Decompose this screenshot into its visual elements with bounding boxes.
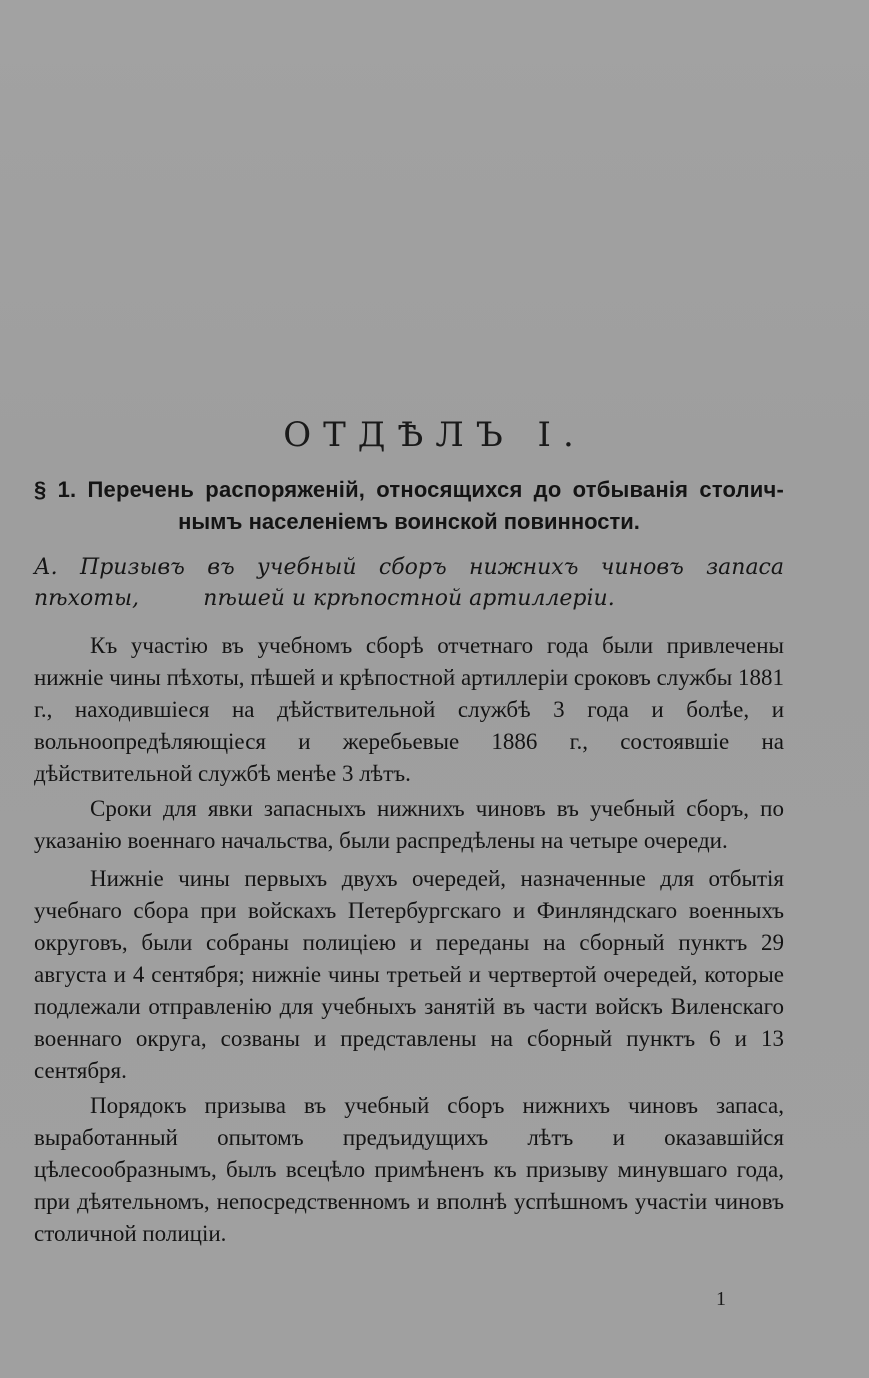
paragraph: Нижніе чины первыхъ двухъ очередей, назначенные для отбытія учебнаго сбора при войскахъ Петербургскаго и Финляндскаго военныхъ округовъ, были собраны полиціею и переданы на сборный пунктъ 29 августа и 4 сентября; нижніе чины третьей и чертвертой очередей, которые подлежали отправленію для учебныхъ занятій въ части войскъ Виленскаго военнаго округа, созваны и представлены на сборный пунктъ 6 и 13 сентября. — [34, 866, 784, 1083]
body-text — [34, 630, 784, 1253]
page-number: 1 — [716, 1288, 726, 1310]
paragraph-heading-line-1: § 1. Перечень распоряженій, относящихся до отбыванія столич- — [34, 477, 784, 502]
subheading-line-1: А. Призывъ въ учебный сборъ нижнихъ чиновъ запаса пѣхоты, — [34, 555, 784, 611]
paragraph: Къ участію въ учебномъ сборѣ отчетнаго года были привлечены нижніе чины пѣхоты, пѣшей и крѣпостной артиллеріи сроковъ службы 1881 г., находившіеся на дѣйствительной службѣ 3 года и болѣе, и вольноопредѣляющіеся и жеребьевые 1886 г., состоявшіе на дѣйствительной службѣ менѣе 3 лѣтъ. — [34, 633, 784, 786]
subheading-line-2: пѣшей и крѣпостной артиллеріи. — [203, 586, 615, 611]
paragraph-heading-line-2: нымъ населеніемъ воинской повинности. — [178, 509, 640, 534]
paragraph: Сроки для явки запасныхъ нижнихъ чиновъ въ учебный сборъ, по указанію военнаго начальства, были распредѣлены на четыре очереди. — [34, 796, 784, 853]
section-title: ОТДѢЛЪ I. — [283, 415, 586, 455]
paragraph: Порядокъ призыва въ учебный сборъ нижнихъ чиновъ запаса, выработанный опытомъ предъидущихъ лѣтъ и оказавшійся цѣлесообразнымъ, былъ всецѣло примѣненъ къ призыву минувшаго года, при дѣятельномъ, непосредственномъ и вполнѣ успѣшномъ участіи чиновъ столичной полиціи. — [34, 1093, 784, 1246]
